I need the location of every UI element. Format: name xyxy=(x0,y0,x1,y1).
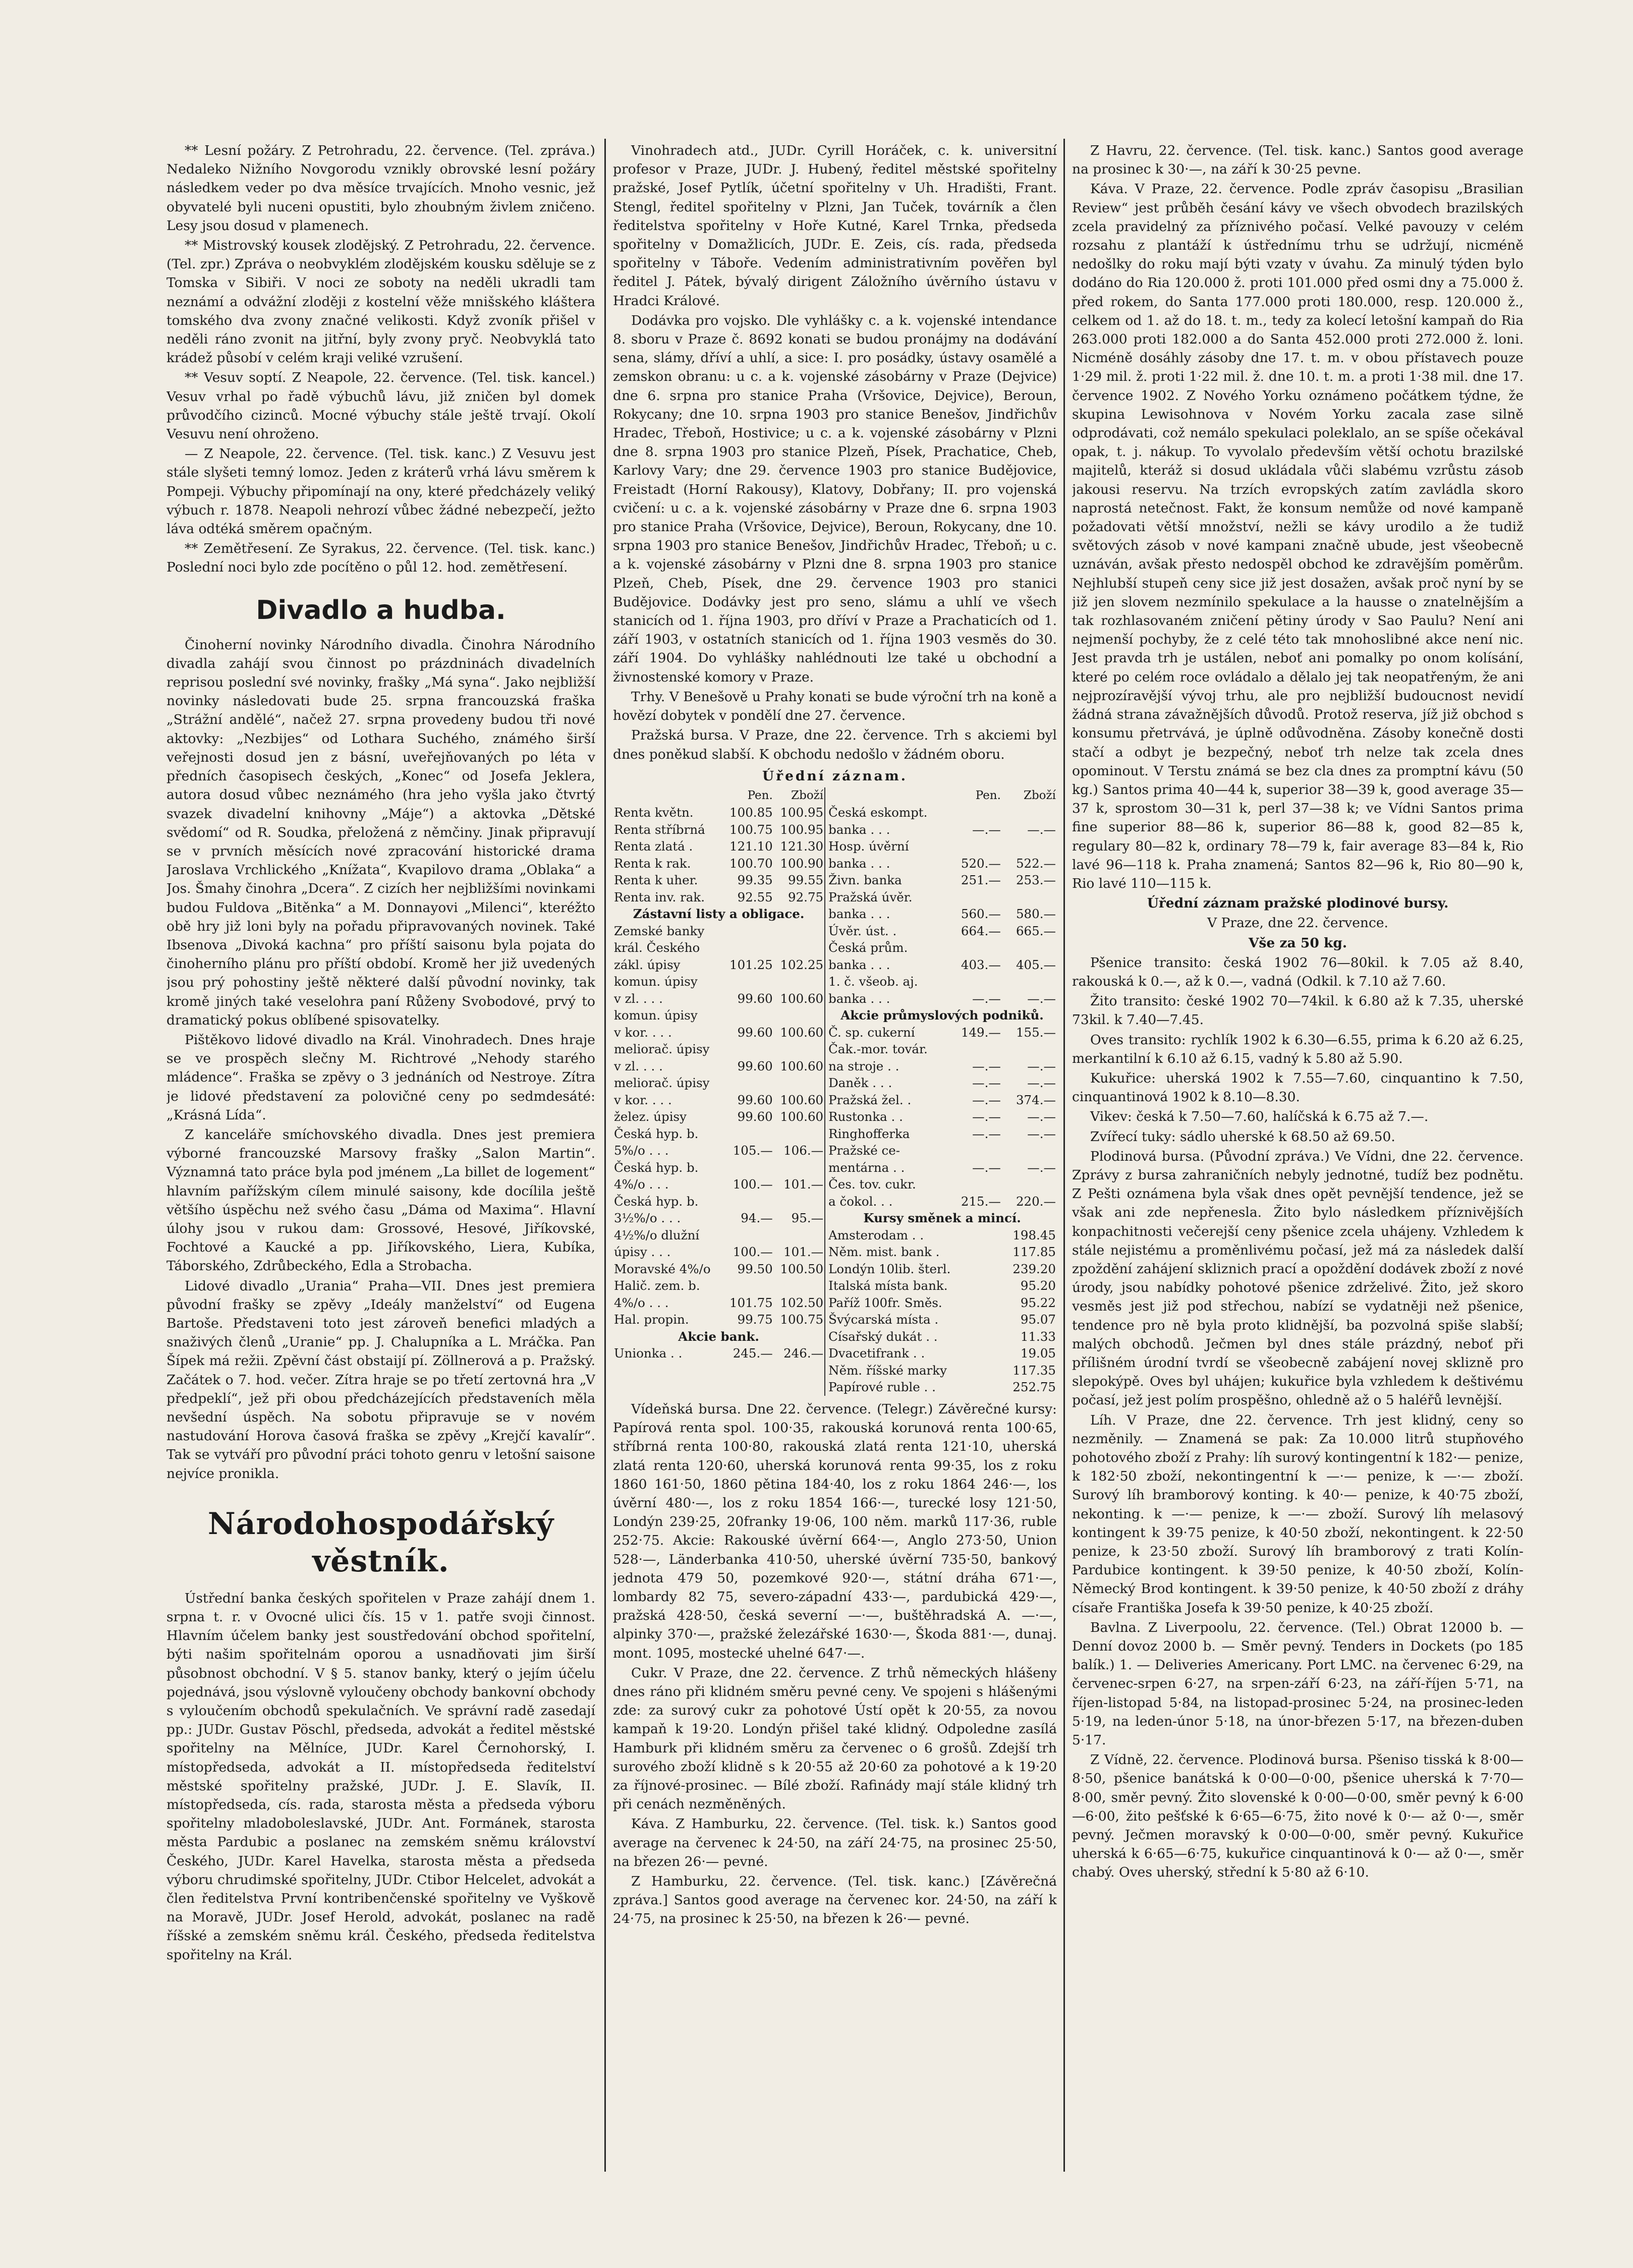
article-paragraph: Žito transito: české 1902 70—74kil. k 6.80 až k 7.35, uherské 73kil. k 7.40—7.45. xyxy=(1072,993,1524,1028)
table-cell: 121.30 xyxy=(780,839,824,854)
table-cell: 100.60 xyxy=(780,1092,824,1107)
article-paragraph: Vikev: česká k 7.50—7.60, halíčská k 6.75 až 7.—. xyxy=(1090,1109,1429,1125)
table-row xyxy=(613,1261,1057,1278)
table-cell xyxy=(613,1362,723,1379)
table-cell xyxy=(723,923,774,940)
table-cell: —.— xyxy=(972,1160,1001,1175)
article-paragraph: Bavlna. Z Liverpoolu, 22. července. (Tel.) Obrat 12000 b. — Denní dovoz 2000 b. — Směr pevný. Tenders in Dockets (po 185 balík.) 1. — Deliveries Americany. Port LMC. na červenec 6·29, na červenec-srpen 6·27, na srpen-září 6·23, na září-říjen 5·71, na říjen-listopad 5·84, na listopad-prosinec 5·24, na prosinec-leden 5·19, na leden-únor 5·18, na únor-březen 5·17, na březen-duben 5·17. xyxy=(1072,1619,1524,1748)
table-cell: 100.— xyxy=(733,1177,773,1192)
grain-exchange-unit: Vše za 50 kg. xyxy=(1248,935,1347,951)
table-cell: 239.20 xyxy=(1012,1261,1056,1276)
table-cell: 101.— xyxy=(783,1177,824,1192)
table-cell xyxy=(723,973,774,990)
table-cell: 99.35 xyxy=(737,873,773,888)
table-cell: Paříž 100fr. Směs. xyxy=(825,1294,1002,1312)
table-row xyxy=(613,923,1057,940)
article-paragraph: Vinohradech atd., JUDr. Cyrill Horáček, c. k. universitní profesor v Praze, JUDr. J. Hubený, ředitel městské spořitelny pražské, Josef Pytlík, účetní spořitelny v Uh. Hradišti, Frant. Stengl, ředitel spořitelny v Plzni, Jan Tuček, továrník a člen ředitelstva spořitelny v Hoře Kutné, Karel Trnka, předseda spořitelny v Domažlicích, JUDr. E. Zeis, cís. rada, předseda spořitelny v Táboře. Vedením administrativním pověřen byl ředitel J. Pátek, bývalý dirigent Záložního úvěrního ústavu v Hradci Králové. xyxy=(613,143,1057,309)
table-cell: Hal. propin. xyxy=(614,1312,689,1327)
table-cell: —.— xyxy=(1027,1109,1056,1124)
table-cell: 100.60 xyxy=(780,1058,824,1073)
article-paragraph: Pištěkovo lidové divadlo na Král. Vinohradech. Dnes hraje se ve prospěch slečny M. Richtrové „Nehody starého mládence“. Fraška se zpěvy o 3 jednáních od Nestroye. Zítra je lidové představení za polovičné ceny po sedmdesáté: „Krásná Lída“. xyxy=(166,1032,595,1123)
table-cell: Č. sp. cukerní xyxy=(825,1024,951,1041)
table-row xyxy=(613,1074,1057,1092)
table-cell xyxy=(723,1193,774,1210)
table-cell: 253.— xyxy=(1016,873,1056,888)
table-cell xyxy=(774,1277,825,1294)
table-row xyxy=(613,1345,1057,1362)
table-row xyxy=(613,804,1057,821)
table-cell: komun. úpisy xyxy=(614,1008,698,1023)
table-cell xyxy=(723,1227,774,1244)
table-cell: 520.— xyxy=(961,856,1001,871)
article-paragraph: Pražská bursa. V Praze, dne 22. července. Trh s akciemi byl dnes poněkud slabší. K obchodu nedošlo v žádném oboru. xyxy=(613,727,1057,762)
article-paragraph: Plodinová bursa. (Původní zpráva.) Ve Vídni, dne 22. července. Zprávy z bursa zahraničních nebyly jednotné, tudíž bez podnětu. Z Pešti oznámena byla však dnes opět pevnější tendence, jež se však ani zde nepřenesla. Žito bylo následkem příznivějších konpachitnosti večerejší ceny pšenice zcela uhájeny. Vzhledem k stále nejistému a proměnlivému počasí, jež má za následek další zpoždění zahájení skliznich prací a opoždění dodávek zboží z nové úrody, jsou nabídky pohotové pšenice zdrželivé. Žito, jež skoro vesměs jest již pod střechou, nabízí se vydatněji než pšenice, tendence pro ně byla proto klidnější, ba pozvolná spiše slabší; malých obchodů. Ječmen byl dnes stále prázdný, neboť při přílišném úrodní tvrdí se všeobecně zabájení novej sklizně pro slepokýpě. Oves byl uhájen; kukuřice byla vzhledem k deštivému počasí, jež jest polím prospěšno, ohledně až o 5 haléřů levnější. xyxy=(1072,1148,1524,1408)
grain-exchange-heading: Úřední záznam pražské plodinové bursy. xyxy=(1147,895,1449,912)
table-cell: 105.— xyxy=(733,1143,773,1158)
table-cell: úpisy . . . xyxy=(614,1244,671,1260)
table-cell: 101.75 xyxy=(729,1295,773,1310)
table-cell: Čak.-mor. továr. xyxy=(825,1041,951,1058)
table-cell: Akcie bank. xyxy=(678,1329,759,1344)
table-cell xyxy=(723,1277,774,1294)
table-row xyxy=(613,956,1057,974)
table-cell: 560.— xyxy=(961,906,1001,922)
table-cell xyxy=(723,939,774,956)
table-cell: Císařský dukát . . xyxy=(825,1328,1002,1345)
table-cell: Česká prům. xyxy=(825,939,951,956)
table-header-cell: Pen. xyxy=(747,788,773,802)
table-cell: želez. úpisy xyxy=(614,1109,687,1124)
article-paragraph: Líh. V Praze, dne 22. července. Trh jest klidný, ceny so nezměnily. — Znamená se pak: Za 10.000 litrů stupňového pohotového zboží z Prahy: líh surový kontingentní k 182·— penize, k 182·50 zboží, nekontingentní k —·— penize, k —·— zboží. Surový líh bramborový konting. k 40·— penize, k 40·75 zboží, nekonting. k —·— penize, k —·— zboží. Surový líh melasový kontingent k 39·75 penize, k 40·50 zboží, nekontingent. k 22·50 penize, k 23·50 zboží. Surový líh bramborový z trati Kolín-Pardubice kontingent. k 39·50 penize, k 40·50 zboží, Kolín-Německý Brod kontingent. k 39·50 penize, k 40·50 zboží z dráhy císaře Františka Josefa k 39·50 penize, k 40·25 zboží. xyxy=(1072,1412,1524,1616)
table-cell: 246.— xyxy=(783,1346,824,1361)
table-cell: Čes. tov. cukr. xyxy=(825,1176,951,1193)
table-row xyxy=(613,1311,1057,1328)
table-row xyxy=(613,905,1057,923)
table-cell: 102.50 xyxy=(780,1295,824,1310)
article-paragraph: Činoherní novinky Národního divadla. Činohra Národního divadla zahájí svou činnost po prázdninách divadelních reprisou poslední své novinky, frašky „Má syna“. Jako nejbližší novinky následovati bude 25. srpna francouzská fraška „Strážní andělé“, načež 27. srpna provedeny budou tři nové aktovky: „Nezbijes“ od Lothara Suchého, známého širší veřejnosti dosud jen z básní, uveřejňovaných po léta v předních časopisech českých, „Konec“ od Josefa Jeklera, autora dosud vůbec neznámého (hra jeho vyšla jako čtvrtý svazek divadelní knihovny „Máje“) a aktovka „Dětské svědomí“ od R. Soudka, přeložená z němčiny. Jinak připravují se v prvních měsících nové zpracování historické drama Jaroslava Vrchlického „Knížata“, Kvapilovo drama „Oblaka“ a Jos. Šmahy činohra „Dcera“. Z cizích her nejbližšími novinkami budou Fuldova „Bitěnka“ a M. Donnayovi „Milenci“, kteréžto obě hry již loni byly na pořadu připravovaných novinek. Také Ibsenova „Divoká kachna“ pro příští saisonu byla pojata do činoherního plánu pro příští období. Kromě her již uvedených jsou prý pohostiny ještě některé další původní novinky, tak kromě jiných také veselohra paní Růženy Svobodové, prvý to dramatický pokus oblíbené spisovatelky. xyxy=(166,637,595,1028)
article-paragraph: Oves transito: rychlík 1902 k 6.30—6.55, prima k 6.20 až 6.25, merkantilní k 6.10 až 6.15, vadný k 5.80 až 5.90. xyxy=(1072,1032,1524,1066)
table-cell: 95.22 xyxy=(1020,1295,1056,1310)
article-paragraph: — Z Neapole, 22. července. (Tel. tisk. kanc.) Z Vesuvu jest stále slyšeti temný lomoz. Jeden z kráterů vrhá lávu směrem k Pompeji. Výbuchy připomínají na ony, které předcházely veliký výbuch r. 1878. Neapoli nehrozí vůbec žádné nebezpečí, ježto láva odtéká směrem opačným. xyxy=(166,446,595,537)
table-cell: Renta k uher. xyxy=(614,873,698,888)
table-cell xyxy=(951,1176,1002,1193)
table-cell xyxy=(774,1362,825,1379)
table-cell: Pražská úvěr. xyxy=(825,889,951,906)
table-cell: Renta květn. xyxy=(614,805,694,820)
table-cell: Akcie průmyslových podniků. xyxy=(825,1007,1057,1024)
table-cell xyxy=(1002,1142,1057,1159)
table-cell: 252.75 xyxy=(1012,1380,1056,1395)
table-cell: 99.60 xyxy=(737,1058,773,1073)
table-row xyxy=(613,1007,1057,1024)
article-paragraph: Vídeňská bursa. Dne 22. července. (Telegr.) Závěrečné kursy: Papírová renta spol. 100·35, rakouská korunová renta 100·65, stříbrná renta 100·80, rakouská zlatá renta 121·10, uherská zlatá renta 120·60, uherská korunová renta 99·35, los z roku 1860 161·50, 1860 pětina 184·40, los z roku 1864 246·—, los úvěrní 480·—, los z roku 1854 166·—, turecké losy 121·50, Londýn 239·25, 20franky 19·06, 100 něm. marků 117·36, ruble 252·75. Akcie: Rakouské úvěrní 664·—, Anglo 273·50, Union 528·—, Länderbanka 410·50, uherské úvěrní 735·50, bankový jednota 479 50, pozemkové 920·—, státní dráha 671·—, lombardy 82 75, severo-západní 433·—, pardubická 429·—, pražská 428·50, česká severní —·—, buštěhradská A. —·—, alpinky 370·—, pražské železářské 1630·—, Škoda 881·—, dunaj. mont. 1095, mostecké uhelné 647·—. xyxy=(613,1401,1057,1661)
table-row xyxy=(613,1294,1057,1312)
table-cell: —.— xyxy=(972,1092,1001,1107)
table-cell: 3½%/o . . . xyxy=(614,1211,681,1226)
table-cell: 121.10 xyxy=(729,839,773,854)
table-cell: 94.— xyxy=(741,1211,773,1226)
table-cell xyxy=(951,939,1002,956)
table-cell: Česká eskompt. xyxy=(825,804,951,821)
table-cell: 4%/o . . . xyxy=(614,1295,669,1310)
table-cell: 374.— xyxy=(1016,1092,1056,1107)
article-paragraph: Trhy. V Benešově u Prahy konati se bude výroční trh na koně a hovězí dobytek v pondělí dne 27. července. xyxy=(613,689,1057,724)
section-heading-economy: Národohospodářský věstník. xyxy=(207,1506,554,1579)
table-header-cell: Pen. xyxy=(975,788,1001,802)
table-cell: 251.— xyxy=(961,873,1001,888)
table-cell: —.— xyxy=(1027,1126,1056,1141)
table-cell xyxy=(951,889,1002,906)
table-cell xyxy=(1002,889,1057,906)
table-cell: 245.— xyxy=(733,1346,773,1361)
table-cell: 4%/o . . . xyxy=(614,1177,669,1192)
table-cell: banka . . . xyxy=(825,990,951,1007)
table-row xyxy=(613,1210,1057,1227)
article-paragraph: Ústřední banka českých spořitelen v Praze zahájí dnem 1. srpna t. r. v Ovocné ulici čís. 15 v 1. patře svoji činnost. Hlavním účelem banky jest soustředování obchod spořitelní, býti našim spořitelnám oporou a usnadňovati jim širší působnost obchodní. V § 5. stanov banky, který o jejím účelu pojednává, jsou výslovně vyloučeny obchody bankovní obchody s vyloučením obchodů spekulačních. Ve správní radě zasedají pp.: JUDr. Gustav Pöschl, předseda, advokát a ředitel městské spořitelny na Mělníce, JUDr. Karel Černohorský, I. místopředseda, advokát a II. místopředseda ředitelství městské spořitelny pražské, JUDr. J. E. Slavík, II. místopředseda, cís. rada, starosta města a předseda výboru spořitelny mladoboleslavské, JUDr. Ant. Formánek, starosta města Pardubic a poslanec na zemském sněmu království Českého, JUDr. Karel Havelka, starosta města a předseda výboru chrudimské spořitelny, JUDr. Ctibor Helcelet, advokát a člen ředitelstva První kontribenčenské spořitelny ve Vyškově na Moravě, JUDr. Josef Herold, advokát, poslanec na radě říšské a zemském sněmu král. Českého, předseda ředitelstva spořitelny na Král. xyxy=(166,1590,595,1963)
table-cell xyxy=(723,1041,774,1058)
table-cell xyxy=(1002,1041,1057,1058)
column-rule xyxy=(604,139,606,2172)
column-3 xyxy=(1072,141,1524,2159)
table-cell xyxy=(1002,804,1057,821)
table-cell: a čokol. . . xyxy=(825,1193,951,1210)
table-row xyxy=(613,872,1057,889)
table-cell: 19.05 xyxy=(1020,1346,1056,1361)
table-cell xyxy=(723,1074,774,1092)
table-cell: 99.50 xyxy=(737,1261,773,1276)
table-cell: 99.55 xyxy=(788,873,824,888)
section-heading-theatre: Divadlo a hudba. xyxy=(256,595,506,626)
table-cell xyxy=(951,1142,1002,1159)
table-cell: Londýn 10lib. šterl. xyxy=(825,1261,1002,1278)
table-cell: Pražská žel. . xyxy=(825,1092,951,1109)
table-cell xyxy=(723,1379,774,1396)
table-cell xyxy=(723,1362,774,1379)
table-cell: Ringhofferka xyxy=(825,1125,951,1143)
article-paragraph: Lidové divadlo „Urania“ Praha—VII. Dnes jest premiera původní frašky se zpěvy „Ideály manželství“ od Eugena Bartoše. Představeni toto jest zároveň benefici mladých a snaživých členů „Uranie“ pp. J. Chalupníka a L. Mráčka. Pan Šípek má režii. Zpěvní část obstaijí pí. Zöllnerová a p. Pražský. Začátek o 7. hod. večer. Zítra hraje se po třetí zertovná hra „V předpeklí“, jež při obou předcházejících představeních měla nevšední úspěch. Na sobotu připravuje se v novém nastudování Horova časová fraška se zpěvy „Krejčí kavalír“. Tak se vytváří pro původní práci tohoto genru v letošní saisone nejvíce pronikla. xyxy=(166,1278,595,1482)
table-row xyxy=(613,1379,1057,1396)
table-cell: Něm. mist. bank . xyxy=(825,1243,1002,1261)
table-cell: 99.60 xyxy=(737,1025,773,1040)
table-cell: Moravské 4%/o xyxy=(614,1261,711,1276)
table-cell: 100.— xyxy=(733,1244,773,1260)
table-cell: 664.— xyxy=(961,923,1001,938)
table-cell: v zl. . . . xyxy=(614,1058,663,1073)
table-row xyxy=(613,1142,1057,1159)
table-row xyxy=(613,1125,1057,1143)
table-cell: 665.— xyxy=(1016,923,1056,938)
table-cell xyxy=(774,939,825,956)
article-paragraph: Pšenice transito: česká 1902 76—80kil. k 7.05 až 8.40, rakouská k 0.—, až k 0.—, vadná (Odkil. k 7.10 až 7.60. xyxy=(1072,954,1524,989)
table-row xyxy=(613,1328,1057,1345)
table-cell: —.— xyxy=(972,1126,1001,1141)
table-cell: 101.— xyxy=(783,1244,824,1260)
table-cell: 99.60 xyxy=(737,1092,773,1107)
table-cell: Něm. říšské marky xyxy=(825,1362,1002,1379)
table-cell: 4½%/o dlužní xyxy=(614,1227,700,1242)
table-cell: 149.— xyxy=(961,1025,1001,1040)
table-row xyxy=(613,889,1057,906)
article-paragraph: Káva. Z Hamburku, 22. července. (Tel. tisk. k.) Santos good average na červenec k 24·50, na září 24·75, na prosinec 25·50, na březen 26·— pevné. xyxy=(613,1816,1057,1869)
table-cell: 102.25 xyxy=(780,957,824,972)
column-2 xyxy=(613,141,1057,2159)
table-cell: 100.60 xyxy=(780,1109,824,1124)
table-cell xyxy=(951,838,1002,855)
table-cell: 100.60 xyxy=(780,1025,824,1040)
table-cell: —.— xyxy=(972,991,1001,1006)
table-cell: 522.— xyxy=(1016,856,1056,871)
table-cell: 5%/o . . . xyxy=(614,1143,669,1158)
table-cell: banka . . . xyxy=(825,821,951,838)
table-cell xyxy=(1002,838,1057,855)
article-paragraph: Z Havru, 22. července. (Tel. tisk. kanc.) Santos good average na prosinec k 30·—, na září k 30·25 pevne. xyxy=(1072,143,1524,178)
table-cell: 95.— xyxy=(791,1211,824,1226)
table-cell: 106.— xyxy=(783,1143,824,1158)
table-row xyxy=(613,1193,1057,1210)
table-cell: —.— xyxy=(972,1058,1001,1073)
table-row xyxy=(613,1108,1057,1125)
table-cell: v kor. . . . xyxy=(614,1092,672,1107)
table-title: Úřední záznam. xyxy=(762,768,908,784)
table-cell: Renta inv. rak. xyxy=(614,889,705,904)
article-paragraph: ** Zemětřesení. Ze Syrakus, 22. července. (Tel. tisk. kanc.) Poslední noci bylo zde pocítěno o půl 12. hod. zemětřesení. xyxy=(166,541,595,576)
table-cell xyxy=(1002,1176,1057,1193)
table-cell xyxy=(723,1007,774,1024)
table-cell xyxy=(774,1159,825,1176)
table-row xyxy=(613,1176,1057,1193)
table-row xyxy=(613,939,1057,956)
table-cell: banka . . . xyxy=(825,855,951,872)
table-cell xyxy=(613,1379,723,1396)
table-cell: Česká hyp. b. xyxy=(614,1194,699,1209)
table-row xyxy=(613,1024,1057,1041)
table-cell: —.— xyxy=(1027,1058,1056,1073)
table-row xyxy=(613,1277,1057,1294)
table-cell: mentárna . . xyxy=(825,1159,951,1176)
table-cell: meliorač. úpisy xyxy=(614,1075,710,1091)
table-row xyxy=(613,855,1057,872)
table-cell: 95.07 xyxy=(1020,1312,1056,1327)
table-cell: Papírové ruble . . xyxy=(825,1379,1002,1396)
table-cell xyxy=(951,973,1002,990)
table-cell: 100.60 xyxy=(780,991,824,1006)
table-cell: 100.90 xyxy=(780,856,824,871)
table-cell: 95.20 xyxy=(1020,1278,1056,1293)
table-cell: 117.85 xyxy=(1012,1244,1056,1260)
table-cell xyxy=(1002,973,1057,990)
table-cell: komun. úpisy xyxy=(614,974,698,989)
table-cell: 100.75 xyxy=(729,822,773,837)
table-row xyxy=(613,1058,1057,1075)
article-paragraph: Z Vídně, 22. července. Plodinová bursa. Pšeniso tisská k 8·00—8·50, pšenice banátská k 0·00—0·00, pšenice uherská k 7·70—8·00, směr pevný. Žito slovenské k 0·00—0·00, směr pevný k 6·00—6·00, žito pešťské k 6·65—6·75, žito nové k 0·— až 0·—, směr pevný. Ječmen moravský k 0·00—0·00, směr pevný. Kukuřice uherská k 6·65—6·75, kukuřice cinquantinová k 0·— až 0·—, směr chabý. Oves uherský, střední k 5·80 až 6·10. xyxy=(1072,1752,1524,1881)
table-cell: Halič. zem. b. xyxy=(614,1278,700,1293)
table-cell: 580.— xyxy=(1016,906,1056,922)
table-cell: 92.55 xyxy=(737,889,773,904)
table-header-cell: Zboží xyxy=(1023,788,1056,802)
table-cell: 100.85 xyxy=(729,805,773,820)
table-cell: —.— xyxy=(1027,1160,1056,1175)
table-cell xyxy=(774,923,825,940)
table-cell: —.— xyxy=(972,1075,1001,1091)
table-cell xyxy=(774,1193,825,1210)
table-cell: v kor. . . . xyxy=(614,1025,672,1040)
table-cell: Hosp. úvěrní xyxy=(825,838,951,855)
table-cell xyxy=(723,1159,774,1176)
table-cell xyxy=(774,1379,825,1396)
table-cell xyxy=(951,804,1002,821)
table-cell: Zástavní listy a obligace. xyxy=(633,906,805,922)
table-cell: Renta k rak. xyxy=(614,856,691,871)
table-cell xyxy=(723,1125,774,1143)
article-paragraph: ** Vesuv soptí. Z Neapole, 22. července. (Tel. tisk. kancel.) Vesuv vrhal po řadě výbuchů lávu, již zničen byl domek průvodčího cizinců. Mocné výbuchy stále ještě trvají. Okolí Vesuvu není ohroženo. xyxy=(166,370,595,442)
table-cell: —.— xyxy=(972,1109,1001,1124)
table-cell: Česká hyp. b. xyxy=(614,1126,699,1141)
table-cell: v zl. . . . xyxy=(614,991,663,1006)
table-cell: 198.45 xyxy=(1012,1227,1056,1242)
table-cell: —.— xyxy=(972,822,1001,837)
column-1 xyxy=(166,141,595,2159)
table-cell: Kursy směnek a mincí. xyxy=(825,1210,1057,1227)
article-paragraph: Z Hamburku, 22. července. (Tel. tisk. kanc.) [Závěrečná zpráva.] Santos good average na červenec kor. 24·50, na září k 24·75, na prosinec k 25·50, na březen k 26·— pevné. xyxy=(613,1873,1057,1927)
table-cell: Renta zlatá . xyxy=(614,839,693,854)
grain-exchange-place: V Praze, dne 22. července. xyxy=(1207,915,1388,931)
table-cell: král. Českého xyxy=(614,940,700,955)
table-cell: meliorač. úpisy xyxy=(614,1042,710,1057)
table-cell xyxy=(774,1041,825,1058)
table-cell xyxy=(774,1007,825,1024)
table-row xyxy=(613,1243,1057,1261)
article-paragraph: Kukuřice: uherská 1902 k 7.55—7.60, cinquantino k 7.50, cinquantinová 1902 k 8.10—8.30. xyxy=(1072,1070,1524,1105)
table-cell: —.— xyxy=(1027,822,1056,837)
table-cell xyxy=(774,1125,825,1143)
table-cell: 100.75 xyxy=(780,1312,824,1327)
table-cell: Švýcarská místa . xyxy=(825,1311,1002,1328)
table-cell: 99.75 xyxy=(737,1312,773,1327)
table-row xyxy=(613,1227,1057,1244)
table-cell: 99.60 xyxy=(737,1109,773,1124)
table-cell: 215.— xyxy=(961,1194,1001,1209)
table-cell xyxy=(774,1227,825,1244)
article-paragraph: Káva. V Praze, 22. července. Podle zpráv časopisu „Brasilian Review“ jest průběh česání kávy ve všech obvodech brazilských zcela pravidelný za příznivého počasí. Velké pavouzy v celém rozsahu z plantáží k ústřednímu trhu se udržují, nicméně nedošlky do roku mají býti vzaty v úvahu. Za minulý týden bylo dodáno do Ria 120.000 ž. proti 101.000 před osmi dny a 75.000 ž. před rokem, do Santa 177.000 proti 180.000, resp. 120.000 ž., celkem od 1. až do 18. t. m., tedy za kolecí letošní kampaň do Ria 263.000 proti 182.000 a do Santa 452.000 proti 272.000 ž. loni. Nicméně dosáhly zásoby dne 17. t. m. v obou přístavech pouze 1·29 mil. ž. proti 1·22 mil. ž. dne 10. t. m. a proti 1·38 mil. dne 17. července 1902. Z Nového Yorku oznámeno počátkem týdne, že skupina Lewisohnova v Novém Yorku zacala zase silně odprodávati, což nemálo spekulaci poleklalo, an se spíše očekával opak, t. j. nákup. To vyvolalo především větší ochotu brazilské majitelů, kteráž si dosud ukládala vůči slabému vzrůstu zásob jakousi reservu. Na trzích evropských zatím zavládla skoro naprostá netečnost. Fakt, že konsum nemůže od nové kampaně požadovati větší množství, nežli se kávy urodilo a že tudiž světových zásob v nové kampani značně ubude, jest všeobecně uznáván, avšak přesto nedospěl obchod ke zdravějším poměrům. Nejhlubší stupeň ceny sice již jest dosažen, avšak proč nyní by se již jen slovem nezmínilo spekulace a la hausse o znatelnějším a tak rozhlasovaném zničení pětiny úrody v Sao Paulu? Není ani nejmenší pochyby, že z celé této tak mnohoslibné akce není nic. Jest pravda trh je ustálen, neboť ani pomalky po onom kolísání, které po celém roce ovládalo a dělalo jej tak neopatřeným, že ani nejprozíravější vývoj trhu, ale pro nejbližší budoucnost nevidí žádná strana závažnějších důvodů. Protož reserva, jíž již obchod s konsumu přetrvává, je úplně odůvodněna. Zásoby konečně dosti stačí a odbyt je bezpečný, neboť trh nelze tak zcela dnes opominout. V Terstu známá se bez cla dnes za promptní kávu (50 kg.) Santos prima 40—44 k, superior 38—39 k, good average 35—37 k, sprostom 30—31 k, perl 37—38 k; ve Vídni Santos prima fine superior 88—86 k, superior 86—88 k, good 82—85 k, regulary 80—82 k, ordinary 78—79 k, fair average 83—84 k, Rio lavé 96—118 k. Praha znamená; Santos 82—96 k, Rio 80—90 k, Rio lavé 110—115 k. xyxy=(1072,181,1524,891)
table-cell: Renta stříbrná xyxy=(614,822,705,837)
article-paragraph: Zvířecí tuky: sádlo uherské k 68.50 až 69.50. xyxy=(1090,1128,1395,1145)
article-paragraph: Cukr. V Praze, dne 22. července. Z trhů německých hlášeny dnes ráno při klidném směru pevné ceny. Ve spojeni s hlášenými zde: za surový cukr za pohotové Ústí opět k 20·55, za novou kampaň k 19·20. Londýn přišel také klidný. Odpoledne zasílá Hamburk při klidném směru za červenec o 6 grošů. Zdejší trh surového zboží klidně s k 20·55 až 20·60 za pohotové a k 19·20 za říjnové-prosinec. — Bílé zboží. Rafinády mají stále klidný trh při cenách nezměněných. xyxy=(613,1665,1057,1812)
table-cell: —.— xyxy=(1027,991,1056,1006)
table-cell: zákl. úpisy xyxy=(614,957,681,972)
table-row xyxy=(613,1362,1057,1379)
table-cell: Úvěr. úst. . xyxy=(825,923,951,940)
table-cell: banka . . . xyxy=(825,956,951,974)
article-paragraph: Z kanceláře smíchovského divadla. Dnes jest premiera výborné francouzské Marsovy frašky „Salon Martin“. Významná tato práce byla pod jménem „La billet de logement“ hlavním pařížským cílem minulé saisony, kde docílila ještě většího úspěchu než svého času „Dáma od Maxima“. Hlavní úlohy jsou v rukou dam: Grossové, Hesové, Jiříkovské, Fochtové a Kaucké a pp. Jiříkovského, Liera, Kubíka, Táborského, Zdrůbeckého, Edla a Strobacha. xyxy=(166,1126,595,1274)
article-paragraph: ** Mistrovský kousek zlodějský. Z Petrohradu, 22. července. (Tel. zpr.) Zpráva o neobvyklém zlodějském kousku sděluje se z Tomska v Sibiři. V noci ze soboty na neděli ukradli tam neznámí a odvážní zloději z kostelní věže mnišského kláštera tomského dva zvony značné velikosti. Když zvoník přišel v neděli ráno zvonit na jitřní, byly zvony pryč. Neobvyklá tato krádež působí v celém kraji veliké vzrušení. xyxy=(166,238,595,366)
table-row xyxy=(613,821,1057,838)
table-row xyxy=(613,1041,1057,1058)
table-cell: Rustonka . . xyxy=(825,1108,951,1125)
table-row xyxy=(613,973,1057,990)
table-row xyxy=(613,1159,1057,1176)
table-cell: Unionka . . xyxy=(614,1346,683,1361)
table-cell xyxy=(774,973,825,990)
table-cell: 100.70 xyxy=(729,856,773,871)
table-cell: Italská místa bank. xyxy=(825,1277,1002,1294)
table-header-cell xyxy=(825,787,951,805)
table-cell: Zemské banky xyxy=(614,923,705,938)
stock-quote-table xyxy=(613,787,1057,1396)
table-cell: 99.60 xyxy=(737,991,773,1006)
table-cell: 1. č. všeob. aj. xyxy=(825,973,951,990)
column-rule xyxy=(1063,139,1065,2172)
table-cell: 155.— xyxy=(1016,1025,1056,1040)
table-cell: 100.95 xyxy=(780,822,824,837)
table-header-cell: Zboží xyxy=(791,788,824,802)
table-row xyxy=(613,1092,1057,1109)
table-cell: 100.50 xyxy=(780,1261,824,1276)
table-header-cell xyxy=(613,787,723,805)
table-cell: Pražské ce- xyxy=(825,1142,951,1159)
table-row xyxy=(613,838,1057,855)
table-cell: banka . . . xyxy=(825,905,951,923)
article-paragraph: Dodávka pro vojsko. Dle vyhlášky c. a k. vojenské intendance 8. sboru v Praze č. 8692 konati se budou pronájmy na dodávání sena, slámy, dříví a uhlí, a sice: I. pro posádky, ústavy osamělé a zemskon obranu: u c. a k. vojenské zásobárny v Praze (Dejvice) dne 6. srpna pro stanice Praha (Vršovice, Dejvice), Beroun, Rokycany; dne 10. srpna 1903 pro stanice Benešov, Jindřichův Hradec, Třeboň, Hostivice; u c. a k. vojenské zásobárny v Plzni dne 8. srpna 1903 pro stanice Plzeň, Písek, Prachatice, Cheb, Karlovy Vary; dne 29. července 1903 pro stanice Budějovice, Freistadt (Horní Rakousy), Klatovy, Dobřany; II. pro vojenská cvičení: u c. a k. vojenské zásobárny v Praze dne 6. srpna 1903 pro stanice Praha (Vršovice, Dejvice), Beroun, Rokycany, dne 10. srpna 1903 pro stanice Benešov, Jindřichův Hradec, Třeboň; u c. a k. vojenské zásobárny v Plzni dne 8. srpna 1903 pro stanice Plzeň, Cheb, Písek, dne 29. července 1903 pro stanici Budějovice. Dodávky jest pro seno, slámu a uhlí ve všech stanicích od 1. října 1903, pro dříví v Praze a Prachaticích od 1. září 1903, v ostatních stanicích od 1. října 1903 vesměs do 30. září 1904. Do vyhlášky nahlédnouti lze také u obchodní a živnostenské komory v Praze. xyxy=(613,312,1057,685)
table-cell: 11.33 xyxy=(1020,1329,1056,1344)
table-cell: Daněk . . . xyxy=(825,1074,951,1092)
table-cell: Česká hyp. b. xyxy=(614,1160,699,1175)
table-cell: 100.95 xyxy=(780,805,824,820)
table-cell: —.— xyxy=(1027,1075,1056,1091)
table-cell: Živn. banka xyxy=(825,872,951,889)
article-paragraph: ** Lesní požáry. Z Petrohradu, 22. července. (Tel. zpráva.) Nedaleko Nižního Novgorodu vznikly obrovské lesní požáry následkem veder po dva měsíce trvajících. Mnoho vesnic, jež obyvatelé byli nuceni opustiti, bylo zhoubným živlem zničeno. Lesy jsou dosud v plamenech. xyxy=(166,143,595,234)
table-cell: 403.— xyxy=(961,957,1001,972)
table-cell: 92.75 xyxy=(788,889,824,904)
table-cell xyxy=(774,1074,825,1092)
table-cell: 405.— xyxy=(1016,957,1056,972)
table-cell: Dvacetifrank . . xyxy=(825,1345,1002,1362)
table-cell: 101.25 xyxy=(729,957,773,972)
table-cell: 117.35 xyxy=(1012,1363,1056,1378)
table-cell: na stroje . . xyxy=(825,1058,951,1075)
table-cell xyxy=(1002,939,1057,956)
table-cell: 220.— xyxy=(1016,1194,1056,1209)
table-row xyxy=(613,990,1057,1007)
table-cell xyxy=(951,1041,1002,1058)
table-cell: Amsterodam . . xyxy=(825,1227,1002,1244)
